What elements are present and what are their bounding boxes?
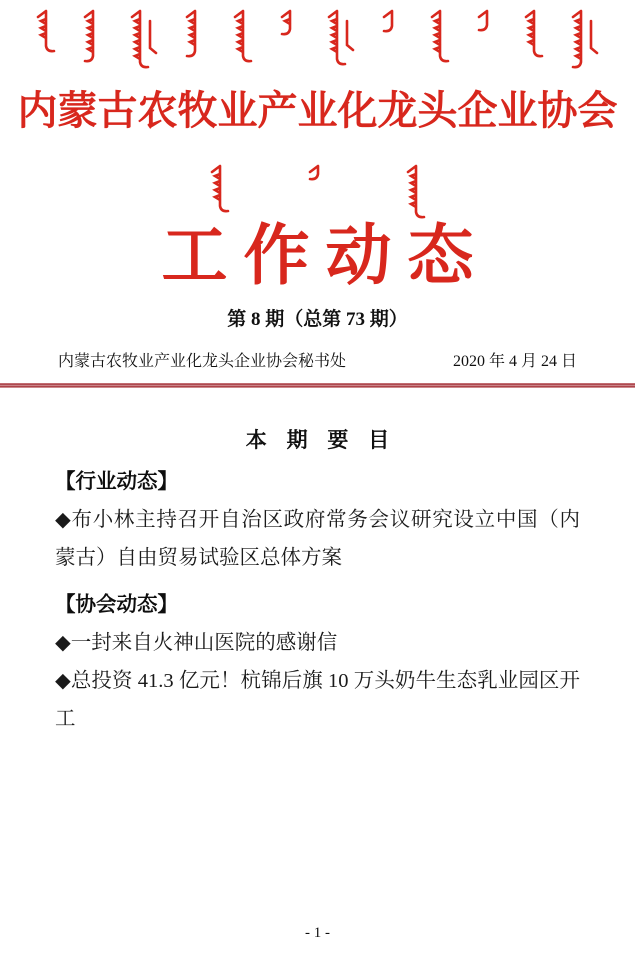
toc-section-label: 【行业动态】 (55, 470, 178, 494)
publisher-row (0, 348, 635, 371)
publish-date: 2020 年 4 月 24 日 (452, 353, 577, 371)
mongolian-word-icon (184, 9, 206, 59)
mongolian-word-icon (405, 164, 427, 220)
mongolian-word-icon (326, 9, 356, 67)
divider-rule (0, 383, 635, 388)
mongolian-word-icon (523, 9, 545, 59)
mongolian-word-icon (381, 9, 403, 34)
toc-heading: 本 期 要 目 (245, 429, 397, 453)
mongolian-word-icon (476, 9, 498, 33)
mongolian-word-icon (307, 164, 329, 182)
mongolian-word-icon (232, 9, 254, 64)
mongolian-word-icon (209, 164, 231, 214)
toc-item: ◆布小林主持召开自治区政府常务会议研究设立中国（内蒙古）自由贸易试验区总体方案 (55, 509, 580, 570)
mongolian-word-icon (129, 9, 159, 70)
association-title: 内蒙古农牧业产业化龙头企业协会 (17, 88, 618, 133)
toc-section-label: 【协会动态】 (55, 593, 178, 617)
bulletin-title: 工作动态 (161, 220, 490, 293)
mongolian-word-icon (429, 9, 451, 64)
mongolian-script-banner (35, 9, 601, 72)
issue-number: 第 8 期（总第 73 期） (227, 309, 408, 331)
mongolian-word-icon (35, 9, 57, 54)
toc-item: ◆总投资 41.3 亿元！杭锦后旗 10 万头奶牛生态乳业园区开工 (55, 670, 580, 731)
mongolian-script-subtitle (209, 164, 427, 220)
mongolian-word-icon (570, 9, 600, 70)
table-of-contents (0, 424, 635, 738)
publisher-name: 内蒙古农牧业产业化龙头企业协会秘书处 (58, 353, 347, 371)
mongolian-word-icon (82, 9, 104, 64)
toc-item: ◆一封来自火神山医院的感谢信 (55, 632, 338, 655)
page-number: - 1 - (305, 925, 330, 941)
mongolian-word-icon (279, 9, 301, 37)
toc-body (55, 463, 580, 738)
